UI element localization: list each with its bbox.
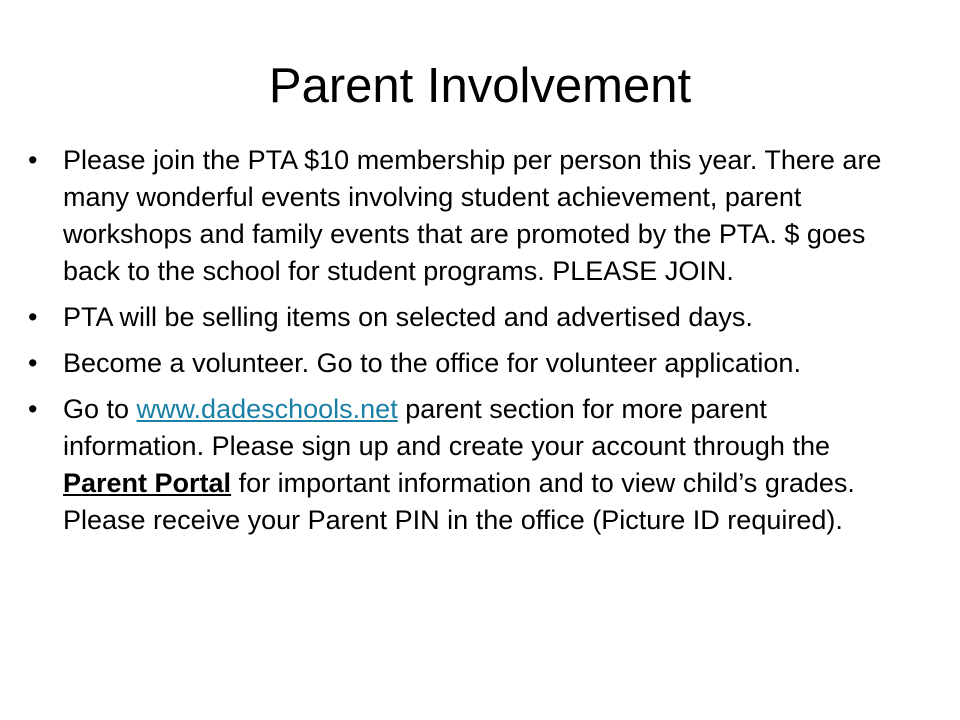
dadeschools-link[interactable]: www.dadeschools.net — [136, 394, 398, 424]
bullet-marker: • — [28, 302, 38, 332]
bullet-text: PTA will be selling items on selected and advertised days. — [63, 302, 753, 332]
bullet-marker: • — [28, 145, 38, 175]
bullet-pta-selling — [28, 299, 908, 336]
bullet-parent-portal — [28, 391, 908, 539]
bullet-text-suffix: for important information and to view child’s grades. Please receive your Parent PIN in the office (Picture ID required). — [63, 468, 855, 535]
bullet-marker: • — [28, 394, 38, 424]
bullet-volunteer — [28, 345, 908, 382]
bullet-marker: • — [28, 348, 38, 378]
slide-title: Parent Involvement — [268, 59, 692, 113]
bullet-text-prefix: Go to — [63, 394, 137, 424]
bullet-list — [28, 142, 908, 548]
bullet-text: Become a volunteer. Go to the office for volunteer application. — [63, 348, 801, 378]
bullet-text: Please join the PTA $10 membership per person this year. There are many wonderful events involving student achievement, parent workshops and family events that are promoted by the PTA. $ goes back to the school for student programs. PLEASE JOIN. — [63, 145, 882, 286]
parent-portal-text: Parent Portal — [63, 468, 232, 498]
bullet-pta-membership — [28, 142, 908, 290]
bullet-text-middle: parent section for more parent information. Please sign up and create your account through the — [63, 394, 830, 461]
